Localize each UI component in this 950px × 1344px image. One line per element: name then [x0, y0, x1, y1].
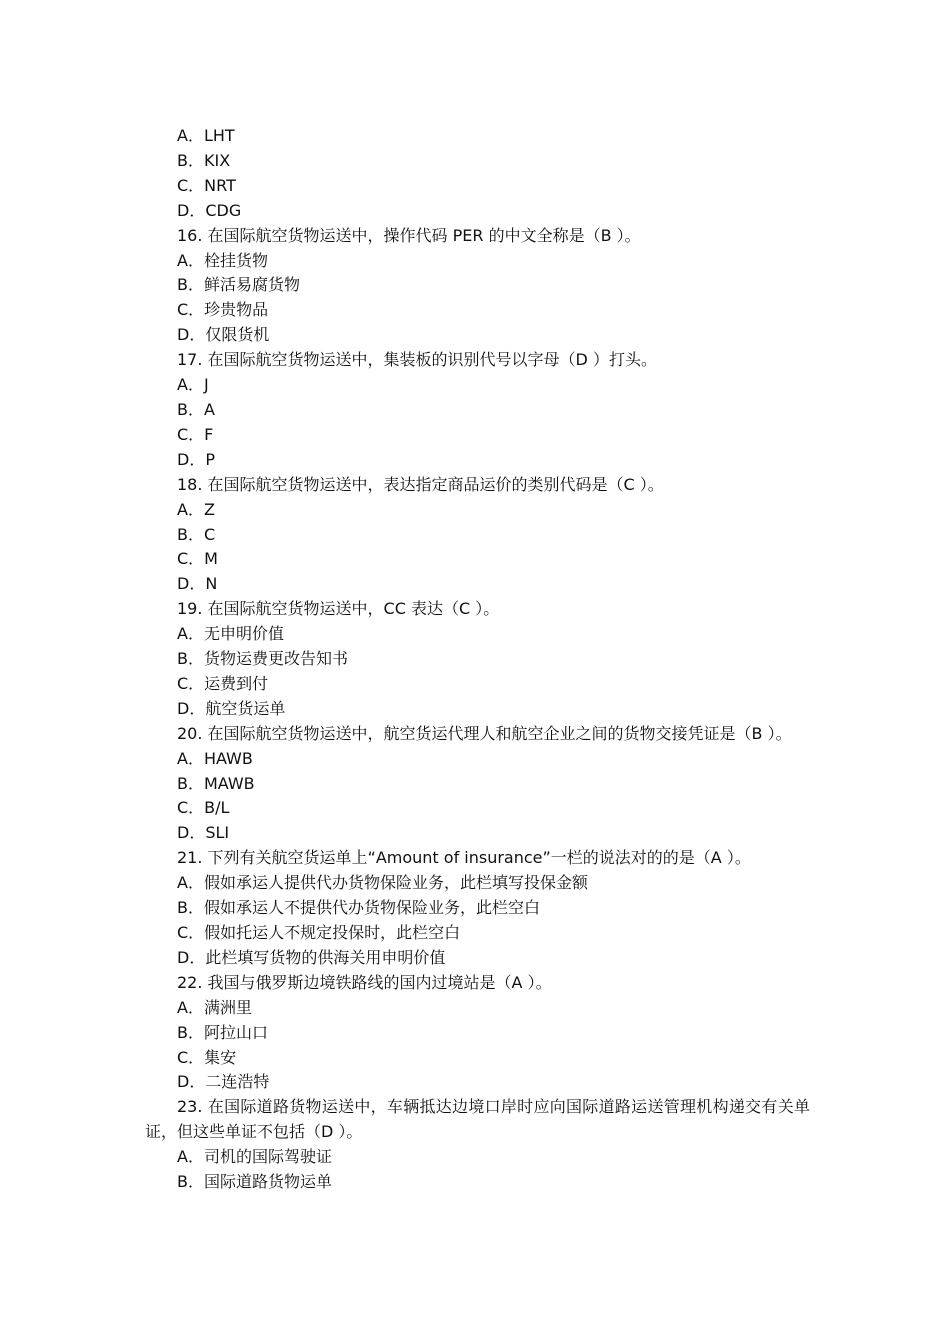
option-line: D．二连浩特	[177, 1072, 270, 1092]
option-line: A．HAWB	[177, 748, 253, 768]
question-18: 18. 在国际航空货物运送中，表达指定商品运价的类别代码是（C ）。	[177, 474, 664, 494]
question-21: 21. 下列有关航空货运单上“Amount of insurance”一栏的说法对的的是（A ）。	[177, 848, 751, 868]
option-line: C．假如托运人不规定投保时，此栏空白	[177, 923, 461, 942]
question-20: 20. 在国际航空货物运送中，航空货运代理人和航空企业之间的货物交接凭证是（B ）。	[177, 723, 792, 743]
option-line: B．国际道路货物运单	[177, 1172, 332, 1192]
option-line: A．满洲里	[177, 997, 252, 1017]
option-line: D．SLI	[177, 823, 230, 843]
option-line: B．C	[177, 524, 216, 544]
option-line: A．司机的国际驾驶证	[177, 1147, 332, 1167]
option-line: A．假如承运人提供代办货物保险业务，此栏填写投保金额	[177, 873, 588, 893]
question-16: 16. 在国际航空货物运送中，操作代码 PER 的中文全称是（B ）。	[177, 225, 641, 245]
option-line: B．假如承运人不提供代办货物保险业务，此栏空白	[177, 898, 540, 918]
option-line: D．N	[177, 574, 218, 594]
option-line: D．航空货运单	[177, 698, 286, 718]
option-line: D．P	[177, 449, 215, 469]
option-line: A．无申明价值	[177, 624, 284, 644]
option-line: C．M	[177, 549, 218, 569]
option-line: B．鲜活易腐货物	[177, 275, 300, 295]
option-line: C．珍贵物品	[177, 300, 269, 320]
option-line: C．集安	[177, 1047, 237, 1067]
option-line: B．A	[177, 399, 215, 419]
document-body	[145, 124, 810, 1195]
option-line: C．NRT	[177, 175, 236, 195]
option-line: A．J	[177, 375, 209, 395]
option-line: C．B/L	[177, 798, 230, 818]
question-17: 17. 在国际航空货物运送中，集装板的识别代号以字母（D ）打头。	[177, 350, 657, 370]
option-line: B．阿拉山口	[177, 1022, 268, 1042]
question-22: 22. 我国与俄罗斯边境铁路线的国内过境站是（A ）。	[177, 972, 552, 992]
option-line: D．此栏填写货物的供海关用申明价值	[177, 947, 446, 967]
option-line: B．KIX	[177, 150, 231, 170]
option-line: B．货物运费更改告知书	[177, 649, 348, 669]
question-19: 19. 在国际航空货物运送中，CC 表达（C ）。	[177, 599, 500, 619]
option-line: A．Z	[177, 499, 215, 519]
option-line: D．仅限货机	[177, 325, 270, 345]
option-line: C．F	[177, 424, 214, 444]
option-line: D．CDG	[177, 200, 242, 220]
option-line: B．MAWB	[177, 773, 255, 793]
option-line: C．运费到付	[177, 673, 269, 693]
option-line: A．栓挂货物	[177, 250, 268, 270]
question-23: 23. 在国际道路货物运送中，车辆抵达边境口岸时应向国际道路运送管理机构递交有关单证，但这些单证不包括（D ）。	[145, 1097, 810, 1142]
option-line: A．LHT	[177, 126, 235, 145]
